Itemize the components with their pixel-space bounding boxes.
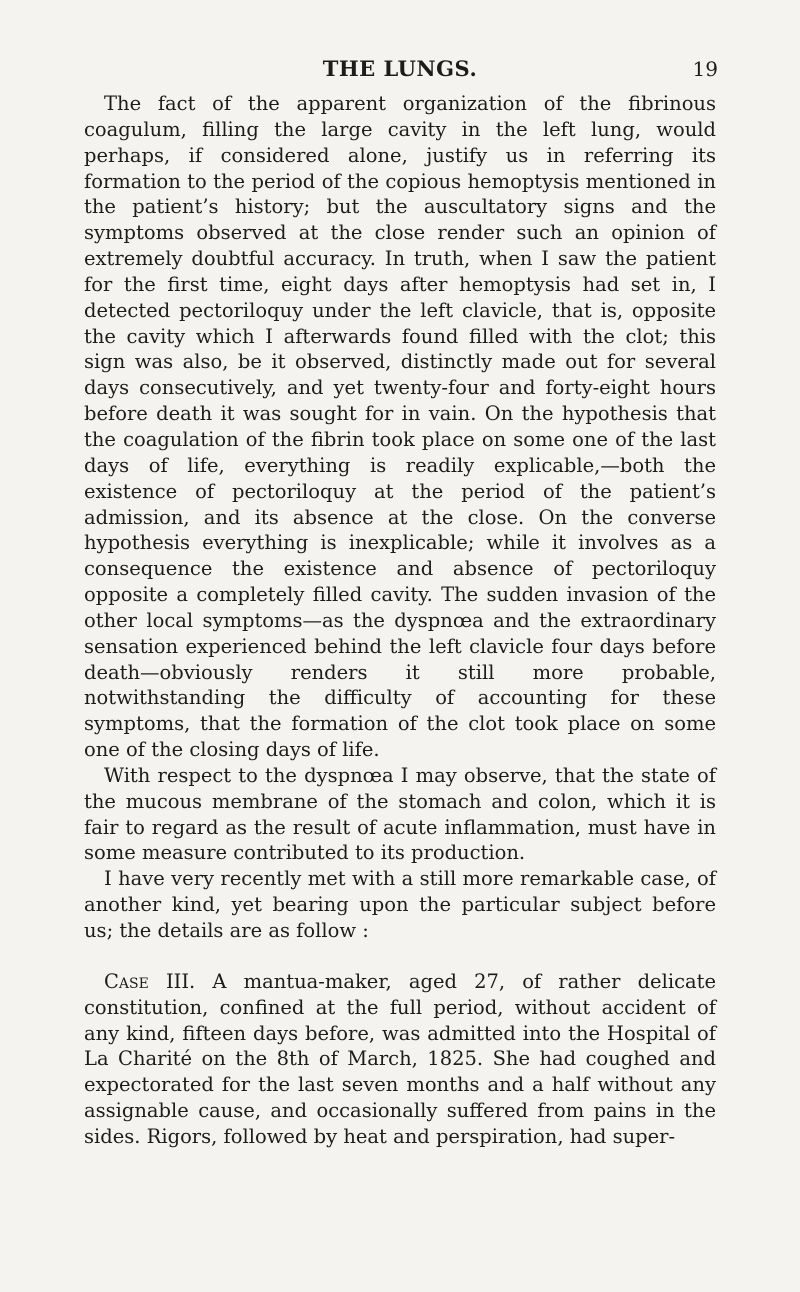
paragraph-dyspnoea: With respect to the dyspnœa I may observe, that the state of the mucous membrane of the stomach and colon, which it is fair to regard as the result of acute inflammation, must have in some measure contributed to its production. (84, 763, 716, 865)
running-title: THE LUNGS. (322, 56, 478, 81)
paragraph-remarkable-case: I have very recently met with a still more remarkable case, of another kind, yet bearing upon the particular subject before us; the details are as follow : (84, 867, 716, 942)
case-three-paragraph (84, 969, 716, 1150)
case-label: Case III. (104, 969, 196, 993)
running-head (0, 54, 800, 84)
page-number: 19 (692, 57, 718, 81)
paragraph-organization-of-coagulum: The fact of the apparent organization of the fibrinous coagulum, filling the large cavity in the left lung, would perhaps, if considered alone, justify us in referring its formation to the period of the copious hemoptysis mentioned in the patient’s history; but the auscultatory signs and the symptoms observed at the close render such an opinion of extremely doubtful accuracy. In truth, when I saw the patient for the first time, eight days after hemoptysis had set in, I detected pectoriloquy under the left clavicle, that is, opposite the cavity which I afterwards found filled with the clot; this sign was also, be it observed, distinctly made out for several days consecutively, and yet twenty-four and forty-eight hours before death it was sought for in vain. On the hypothesis that the coagulation of the fibrin took place on some one of the last days of life, everything is readily explicable,—both the existence of pectoriloquy at the period of the patient’s admission, and its absence at the close. On the converse hypothesis everything is inexplicable; while it involves as a consequence the existence and absence of pectoriloquy opposite a completely filled cavity. The sudden invasion of the other local symptoms—as the dyspnœa and the extraordinary sensation experienced behind the left clavicle four days before death—obviously renders it still more probable, notwithstanding the difficulty of accounting for these symptoms, that the formation of the clot took place on some one of the closing days of life. (84, 92, 716, 762)
case-text: A mantua-maker, aged 27, of rather delicate constitution, confined at the full period, without accident of any kind, fifteen days before, was admitted into the Hospital of La Charité on the 8th of March, 1825. She had coughed and expectorated for the last seven months and a half without any assignable cause, and occasionally suffered from pains in the sides. Rigors, followed by heat and perspiration, had super- (84, 969, 716, 1148)
body-text (84, 91, 716, 1150)
